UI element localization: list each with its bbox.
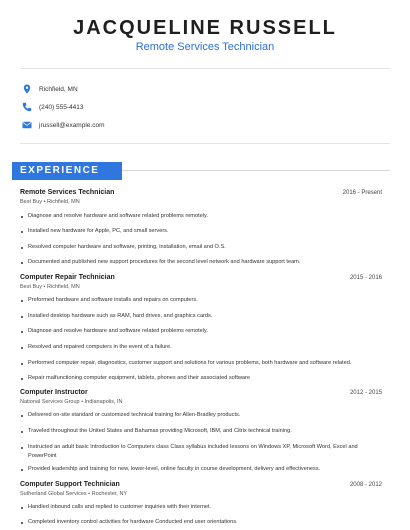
job-org-name: Best Buy	[20, 199, 43, 205]
job-bullet: Repair malfunctioning computer equipment, tablets, phones and their associated software	[20, 374, 378, 383]
contact-email-text: jrussell@example.com	[39, 121, 105, 129]
job-dates: 2012 - 2015	[349, 390, 382, 396]
job-bullet: Handled inbound calls and replied to customer inquiries with their internet.	[20, 503, 378, 512]
job-org-location: Indianapolis, IN	[84, 399, 123, 405]
job-entry	[20, 389, 382, 474]
experience-rule	[122, 170, 390, 171]
phone-icon	[22, 102, 32, 112]
job-bullet: Delivered on-site standard or customized technical training for Allen-Bradley products.	[20, 411, 378, 420]
job-bullet: Diagnose and resolve hardware and software related problems remotely.	[20, 212, 378, 221]
contact-phone-text: (240) 555-4413	[39, 103, 84, 111]
job-org-location: Richfield, MN	[47, 284, 80, 290]
experience-heading: EXPERIENCE	[12, 162, 122, 180]
job-title: Remote Services Technician	[20, 189, 115, 196]
job-dates: 2015 - 2016	[349, 275, 382, 281]
header-divider	[20, 68, 390, 69]
job-bullet: Resolved computer hardware and software, printing, installation, email and O.S.	[20, 243, 378, 252]
resume-name: JACQUELINE RUSSELL	[73, 17, 337, 39]
job-dates: 2016 - Present	[342, 190, 382, 196]
job-bullet: Documented and published new support procedures for the second level network and hardware support team.	[20, 258, 378, 267]
resume-role: Remote Services Technician	[135, 41, 275, 53]
job-bullet: Diagnose and resolve hardware and software related problems remotely.	[20, 327, 378, 336]
job-org: Best Buy • Richfield, MN	[20, 199, 80, 205]
job-bullet: Completed inventory control activities for hardware Conducted end user orientations.	[20, 518, 378, 527]
job-org: Sutherland Global Services • Rochester, NY	[20, 491, 128, 497]
job-org-location: Rochester, NY	[91, 491, 128, 497]
job-entry	[20, 481, 382, 530]
job-bullet: Traveled throughout the United States and Bahamas providing Microsoft, IBM, and Citrix technical training.	[20, 427, 378, 436]
job-bullet: Resolved and repaired computers in the event of a failure.	[20, 343, 378, 352]
job-org-name: Sutherland Global Services	[20, 491, 87, 497]
contact-location-text: Richfield, MN	[39, 85, 78, 93]
job-bullet: Provided leadership and training for new, lower-level, online faculty in course development, delivery and effectiveness.	[20, 465, 378, 474]
job-org-name: National Services Group	[20, 399, 80, 405]
job-bullet: Instructed an adult basic Introduction to Computers class Class syllabus included lessons on Windows XP, Microsoft Word, Excel and PowerPoint	[20, 443, 378, 461]
contact-divider	[20, 143, 390, 144]
job-org: Best Buy • Richfield, MN	[20, 284, 80, 290]
job-title: Computer Support Technician	[20, 481, 120, 488]
job-org: National Services Group • Indianapolis, IN	[20, 399, 123, 405]
job-entry	[20, 189, 382, 269]
contact-location	[22, 83, 78, 95]
job-org-location: Richfield, MN	[47, 199, 80, 205]
job-bullet: Preformed hardware and software installs and repairs on computers.	[20, 296, 378, 305]
contact-phone	[22, 101, 83, 113]
job-org-name: Best Buy	[20, 284, 43, 290]
job-bullet: Installed desktop hardware such as RAM, hard drives, and graphics cards.	[20, 312, 378, 321]
job-title: Computer Repair Technician	[20, 274, 115, 281]
contact-email	[22, 119, 104, 131]
location-pin-icon	[22, 84, 32, 94]
job-title: Computer Instructor	[20, 389, 88, 396]
job-bullet: Installed new hardware for Apple, PC, and small servers.	[20, 227, 378, 236]
job-entry	[20, 274, 382, 384]
email-icon	[22, 120, 32, 130]
job-bullet: Performed computer repair, diagnostics, customer support and solutions for various problems, both hardware and software related.	[20, 359, 378, 368]
job-dates: 2008 - 2012	[349, 482, 382, 488]
